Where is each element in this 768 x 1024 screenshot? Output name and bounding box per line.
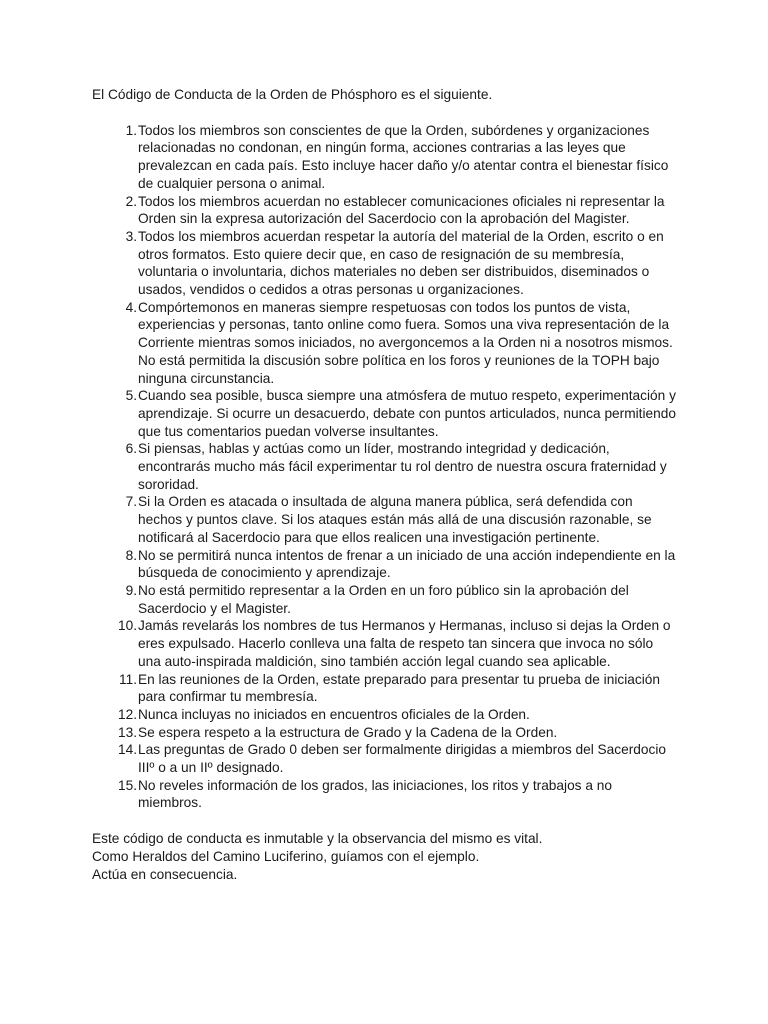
rule-text: Si piensas, hablas y actúas como un líder, mostrando integridad y dedicación, encontrarás mucho más fácil experimentar tu rol dentro de nuestra oscura fraternidad y sororidad. xyxy=(138,441,667,492)
list-item xyxy=(92,299,692,388)
rule-number: 1. xyxy=(125,122,137,138)
list-item xyxy=(92,547,692,582)
rule-text: No reveles información de los grados, las iniciaciones, los ritos y trabajos a no miembros. xyxy=(138,777,612,811)
list-item xyxy=(92,741,692,776)
list-item xyxy=(92,440,692,493)
closing-section xyxy=(92,830,692,883)
rule-text: Compórtemonos en maneras siempre respetuosas con todos los puntos de vista, experiencias y personas, tanto online como fuera. Somos una viva representación de la Corriente mientras somos iniciados, no avergoncemos a la Orden ni a nosotros mismos. No está permitida la discusión sobre política en los foros y reuniones de la TOPH bajo ninguna circunstancia. xyxy=(138,299,673,386)
list-item xyxy=(92,706,692,724)
closing-line: Como Heraldos del Camino Luciferino, guíamos con el ejemplo. xyxy=(92,848,480,864)
list-item xyxy=(92,617,692,670)
rule-text: Se espera respeto a la estructura de Grado y la Cadena de la Orden. xyxy=(138,724,558,740)
document-page xyxy=(92,86,692,883)
list-item xyxy=(92,671,692,706)
rule-number: 12. xyxy=(117,706,137,722)
rule-number: 6. xyxy=(125,441,137,457)
rule-number: 8. xyxy=(125,547,137,563)
rule-number: 3. xyxy=(125,228,137,244)
rule-number: 9. xyxy=(125,582,137,598)
rule-number: 14. xyxy=(117,742,137,758)
rule-text: Nunca incluyas no iniciados en encuentros oficiales de la Orden. xyxy=(138,706,530,722)
rule-text: Cuando sea posible, busca siempre una atmósfera de mutuo respeto, experimentación y aprendizaje. Si ocurre un desacuerdo, debate con puntos articulados, nunca permitiendo que tus comentarios puedan volverse insultantes. xyxy=(138,388,676,439)
list-item xyxy=(92,122,692,193)
rule-text: No se permitirá nunca intentos de frenar a un iniciado de una acción independiente en la búsqueda de conocimiento y aprendizaje. xyxy=(138,547,676,581)
rule-text: Todos los miembros acuerdan no establecer comunicaciones oficiales ni representar la Orden sin la expresa autorización del Sacerdocio con la aprobación del Magister. xyxy=(138,193,665,227)
rules-list xyxy=(92,122,692,812)
closing-line: Este código de conducta es inmutable y la observancia del mismo es vital. xyxy=(92,831,543,847)
closing-line: Actúa en consecuencia. xyxy=(92,866,238,882)
intro-paragraph: El Código de Conducta de la Orden de Phósphoro es el siguiente. xyxy=(92,87,493,102)
rule-text: Si la Orden es atacada o insultada de alguna manera pública, será defendida con hechos y puntos clave. Si los ataques están más allá de una discusión razonable, se notificará al Sacerdocio para que ellos realicen una investigación pertinente. xyxy=(138,494,652,545)
list-item xyxy=(92,228,692,299)
rule-number: 11. xyxy=(118,671,137,687)
rule-text: Jamás revelarás los nombres de tus Hermanos y Hermanas, incluso si dejas la Orden o eres expulsado. Hacerlo conlleva una falta de respeto tan sincera que invoca no sólo una auto-inspirada maldición, sino también acción legal cuando sea aplicable. xyxy=(138,618,671,669)
list-item xyxy=(92,777,692,812)
rule-text: En las reuniones de la Orden, estate preparado para presentar tu prueba de iniciación para confirmar tu membresía. xyxy=(138,671,660,705)
rule-number: 2. xyxy=(125,193,137,209)
list-item xyxy=(92,493,692,546)
rule-number: 13. xyxy=(117,724,137,740)
rule-text: Todos los miembros acuerdan respetar la autoría del material de la Orden, escrito o en otros formatos. Esto quiere decir que, en caso de resignación de su membresía, voluntaria o involuntaria, dichos materiales no deben ser distribuidos, diseminados o usados, vendidos o cedidos a otras personas u organizaciones. xyxy=(138,228,664,298)
list-item xyxy=(92,193,692,228)
list-item xyxy=(92,582,692,617)
rule-number: 15. xyxy=(117,777,137,793)
list-item xyxy=(92,724,692,742)
rule-number: 10. xyxy=(117,618,137,634)
rule-text: Las preguntas de Grado 0 deben ser formalmente dirigidas a miembros del Sacerdocio IIIº o a un IIº designado. xyxy=(138,742,667,776)
rule-number: 5. xyxy=(125,388,137,404)
rule-text: Todos los miembros son conscientes de que la Orden, subórdenes y organizaciones relacionadas no condonan, en ningún forma, acciones contrarias a las leyes que prevalezcan en cada país. Esto incluye hacer daño y/o atentar contra el bienestar físico de cualquier persona o animal. xyxy=(138,122,669,191)
rule-number: 4. xyxy=(125,299,137,315)
rule-text: No está permitido representar a la Orden en un foro público sin la aprobación del Sacerdocio y el Magister. xyxy=(138,582,629,616)
rule-number: 7. xyxy=(125,494,137,510)
list-item xyxy=(92,387,692,440)
